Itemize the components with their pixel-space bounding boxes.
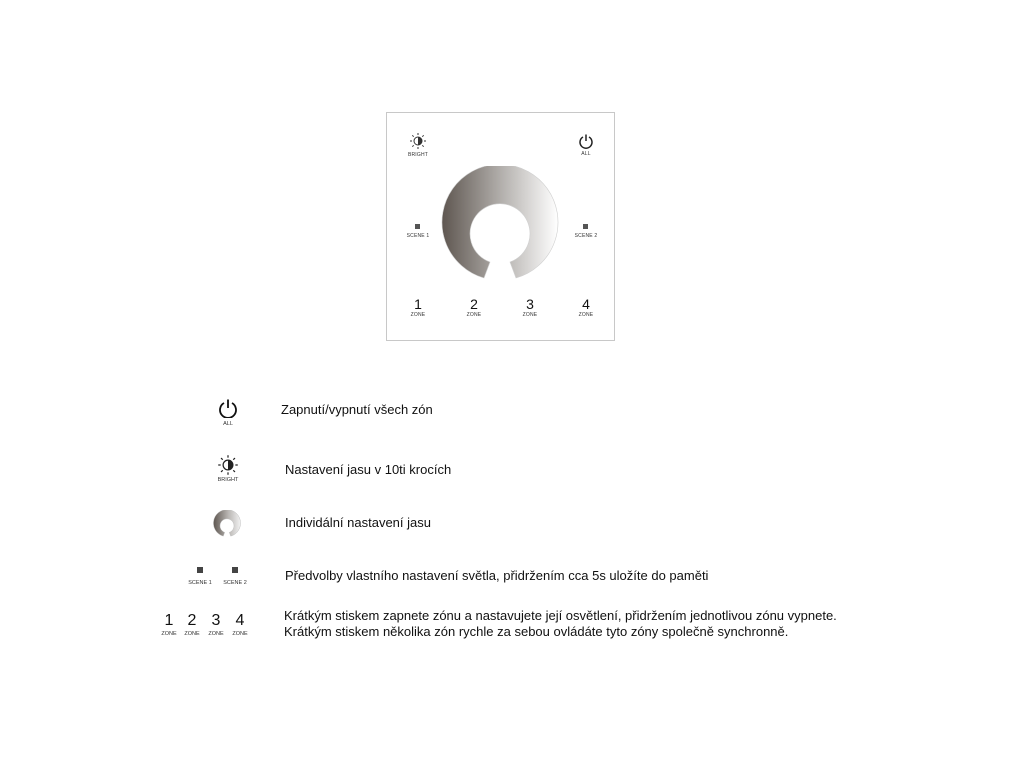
power-all-button[interactable] xyxy=(572,132,600,160)
legend-all-label: ALL xyxy=(223,421,233,427)
legend-zone-label: ZONE xyxy=(232,631,248,637)
legend-zone-number: 4 xyxy=(235,612,245,629)
zone-number: 2 xyxy=(470,296,478,312)
legend-bright-label: BRIGHT xyxy=(217,477,239,483)
scene2-label: SCENE 2 xyxy=(574,233,598,239)
legend-brightness-icon xyxy=(217,454,239,476)
zone-label: ZONE xyxy=(578,312,594,318)
legend-zone-4 xyxy=(230,612,250,638)
legend-scene2-square-icon xyxy=(232,567,238,573)
power-icon xyxy=(578,133,594,149)
zone-label: ZONE xyxy=(410,312,426,318)
legend-scene2-label: SCENE 2 xyxy=(223,580,247,586)
scene1-square-icon xyxy=(415,224,420,229)
legend-zone-number: 1 xyxy=(164,612,174,629)
zone-button-3[interactable] xyxy=(518,296,542,320)
zone-label: ZONE xyxy=(466,312,482,318)
legend-power-icon xyxy=(218,398,238,418)
dimmer-wheel[interactable] xyxy=(440,166,560,286)
scene2-square-icon xyxy=(583,224,588,229)
scene1-button[interactable] xyxy=(402,222,434,242)
legend-all-description: Zapnutí/vypnutí všech zón xyxy=(281,402,433,417)
legend-scene-description: Předvolby vlastního nastavení světla, přidržením cca 5s uložíte do paměti xyxy=(285,568,709,583)
legend-zone-1 xyxy=(159,612,179,638)
scene2-button[interactable] xyxy=(570,222,602,242)
all-label: ALL xyxy=(581,151,591,157)
zone-number: 3 xyxy=(526,296,534,312)
zone-number: 1 xyxy=(414,296,422,312)
legend-zone-label: ZONE xyxy=(208,631,224,637)
legend-zone-3 xyxy=(206,612,226,638)
bright-button[interactable] xyxy=(404,132,432,160)
legend-zone-2 xyxy=(182,612,202,638)
zone-button-4[interactable] xyxy=(574,296,598,320)
legend-zone-label: ZONE xyxy=(161,631,177,637)
zone-number: 4 xyxy=(582,296,590,312)
legend-zone-description-line2: Krátkým stiskem několika zón rychle za sebou ovládáte tyto zóny společně synchronně. xyxy=(284,624,789,639)
bright-label: BRIGHT xyxy=(407,152,429,158)
legend-wheel-icon xyxy=(213,510,241,538)
zone-button-2[interactable] xyxy=(462,296,486,320)
legend-zone-number: 3 xyxy=(211,612,221,629)
legend-zone-description-line1: Krátkým stiskem zapnete zónu a nastavujete její osvětlení, přidržením jednotlivou zónu vypnete. xyxy=(284,608,837,623)
zone-label: ZONE xyxy=(522,312,538,318)
legend-scene1-square-icon xyxy=(197,567,203,573)
scene1-label: SCENE 1 xyxy=(406,233,430,239)
legend-wheel-description: Individální nastavení jasu xyxy=(285,515,431,530)
legend-zone-number: 2 xyxy=(187,612,197,629)
legend-scene1-label: SCENE 1 xyxy=(188,580,212,586)
brightness-icon xyxy=(409,132,427,150)
legend-bright-description: Nastavení jasu v 10ti krocích xyxy=(285,462,452,477)
zone-button-1[interactable] xyxy=(406,296,430,320)
legend-zone-label: ZONE xyxy=(184,631,200,637)
